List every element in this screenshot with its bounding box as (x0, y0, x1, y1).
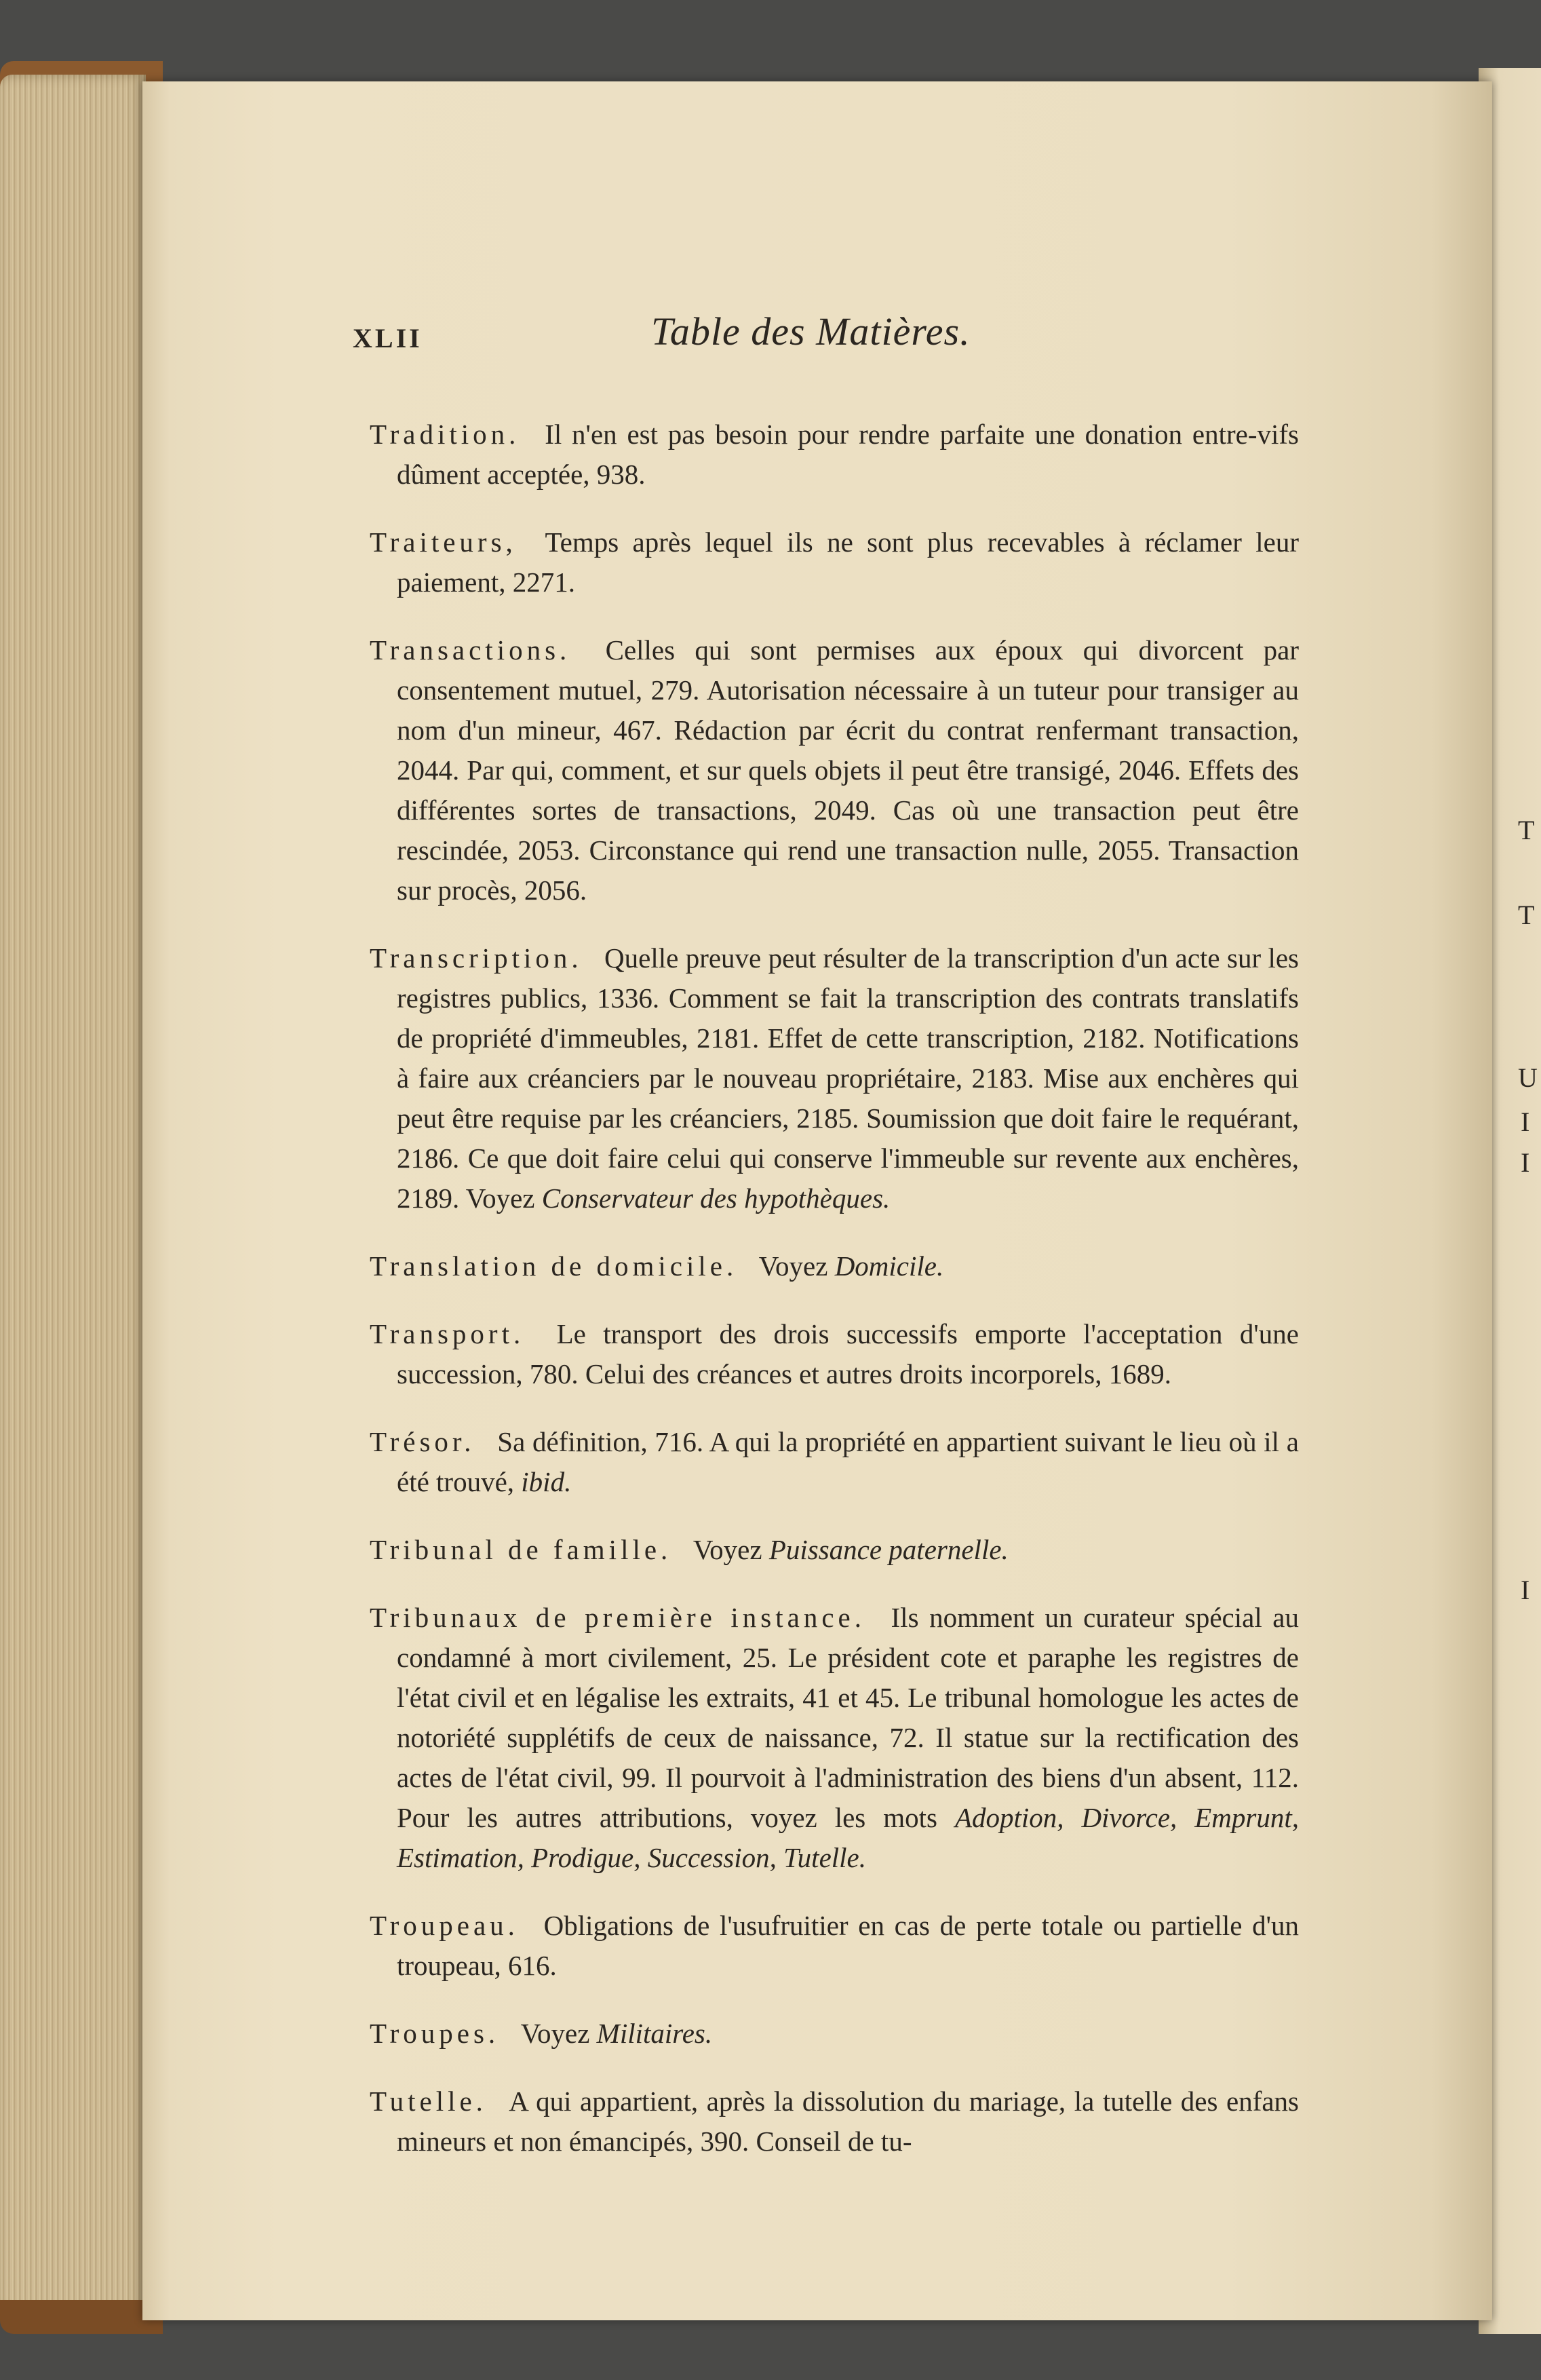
entry-text: Voyez (758, 1250, 828, 1282)
entry-term: Tradition. (370, 419, 520, 450)
entry-cross-reference: Militaires. (596, 2018, 713, 2049)
index-entry (370, 1530, 1299, 1570)
entry-text: Voyez (693, 1534, 762, 1565)
facing-page-fragment: T (1518, 815, 1535, 845)
entry-cross-reference: ibid. (521, 1466, 572, 1497)
entry-text: Sa définition, 716. A qui la propriété en appartient suivant le lieu où il a été trouvé, (397, 1426, 1299, 1497)
entry-term: Transcription. (370, 942, 583, 974)
index-entry (370, 1246, 1299, 1286)
page-title: Table des Matières. (651, 309, 971, 353)
entry-cross-reference: Domicile. (834, 1250, 944, 1282)
entry-text: Celles qui sont permises aux époux qui divorcent par consentement mutuel, 279. Autorisation nécessaire à un tuteur pour transiger au nom d'un mineur, 467. Rédaction par écrit du contrat renfermant transaction, 2044. Par qui, comment, et sur quels objets il peut être transigé, 2046. Effets des différentes sortes de transactions, 2049. Cas où une transaction peut être rescindée, 2053. Circonstance qui rend une transaction nulle, 2055. Transaction sur procès, 2056. (397, 634, 1299, 906)
index-entry (370, 1422, 1299, 1502)
entry-term: Trésor. (370, 1426, 475, 1457)
index-entry (370, 2081, 1299, 2162)
entry-text: Voyez (520, 2018, 590, 2049)
entry-term: Tribunaux de première instance. (370, 1602, 865, 1633)
entry-term: Tutelle. (370, 2086, 487, 2117)
facing-page-fragment: I (1521, 1147, 1530, 1178)
entry-cross-reference: Conservateur des hypothèques. (541, 1183, 891, 1214)
entry-text: Quelle preuve peut résulter de la transcription d'un acte sur les registres publics, 1336. Comment se fait la transcription des contrats translatifs de propriété d'immeubles, 2181. Effet de cette transcription, 2182. Notifications à faire aux créanciers par le nouveau propriétaire, 2183. Mise aux enchères qui peut être requise par les créanciers, 2185. Soumission que doit faire le requérant, 2186. Ce que doit faire celui qui conserve l'immeuble sur revente aux enchères, 2189. Voyez (397, 942, 1299, 1214)
entry-term: Transport. (370, 1318, 525, 1349)
entry-text: Temps après lequel ils ne sont plus recevables à réclamer leur paiement, 2271. (397, 526, 1299, 598)
entry-cross-reference: Adoption, Divorce, Emprunt, Estimation, Prodigue, Succession, Tutelle. (397, 1802, 1299, 1873)
facing-page-fragment: I (1521, 1575, 1530, 1605)
entry-text: Le transport des drois successifs emporte l'acceptation d'une succession, 780. Celui des créances et autres droits incorporels, 1689. (397, 1318, 1299, 1389)
index-entry (370, 1598, 1299, 1878)
index-entry (370, 522, 1299, 602)
entry-term: Troupes. (370, 2018, 500, 2049)
index-entry (370, 630, 1299, 910)
index-entry (370, 1314, 1299, 1394)
facing-page-fragment: T (1518, 900, 1535, 930)
facing-page-fragment: U (1518, 1062, 1538, 1093)
entry-text: A qui appartient, après la dissolution du mariage, la tutelle des enfans mineurs et non émancipés, 390. Conseil de tu- (397, 2086, 1299, 2157)
entry-term: Tribunal de famille. (370, 1534, 672, 1565)
index-entry (370, 415, 1299, 495)
entry-text: Il n'en est pas besoin pour rendre parfaite une donation entre-vifs dûment acceptée, 938. (397, 419, 1299, 490)
entry-term: Transactions. (370, 634, 571, 666)
entry-text: Ils nomment un curateur spécial au condamné à mort civilement, 25. Le président cote et paraphe les registres de l'état civil et en légalise les extraits, 41 et 45. Le tribunal homologue les actes de notoriété supplétifs de ceux de naissance, 72. Il statue sur la rectification des actes de l'état civil, 99. Il pourvoit à l'administration des biens d'un absent, 112. Pour les autres attributions, voyez les mots (397, 1602, 1299, 1833)
index-entry (370, 1906, 1299, 1986)
index-entry (370, 938, 1299, 1218)
index-entry (370, 2014, 1299, 2054)
entry-cross-reference: Puissance paternelle. (768, 1534, 1009, 1565)
entry-text: Obligations de l'usufruitier en cas de perte totale ou partielle d'un troupeau, 616. (397, 1910, 1299, 1981)
index-entries (370, 387, 1299, 2168)
entry-term: Translation de domicile. (370, 1250, 738, 1282)
entry-term: Traiteurs, (370, 526, 517, 558)
entry-term: Troupeau. (370, 1910, 519, 1941)
page-number: XLII (353, 323, 423, 353)
facing-page-fragment: I (1521, 1107, 1530, 1137)
